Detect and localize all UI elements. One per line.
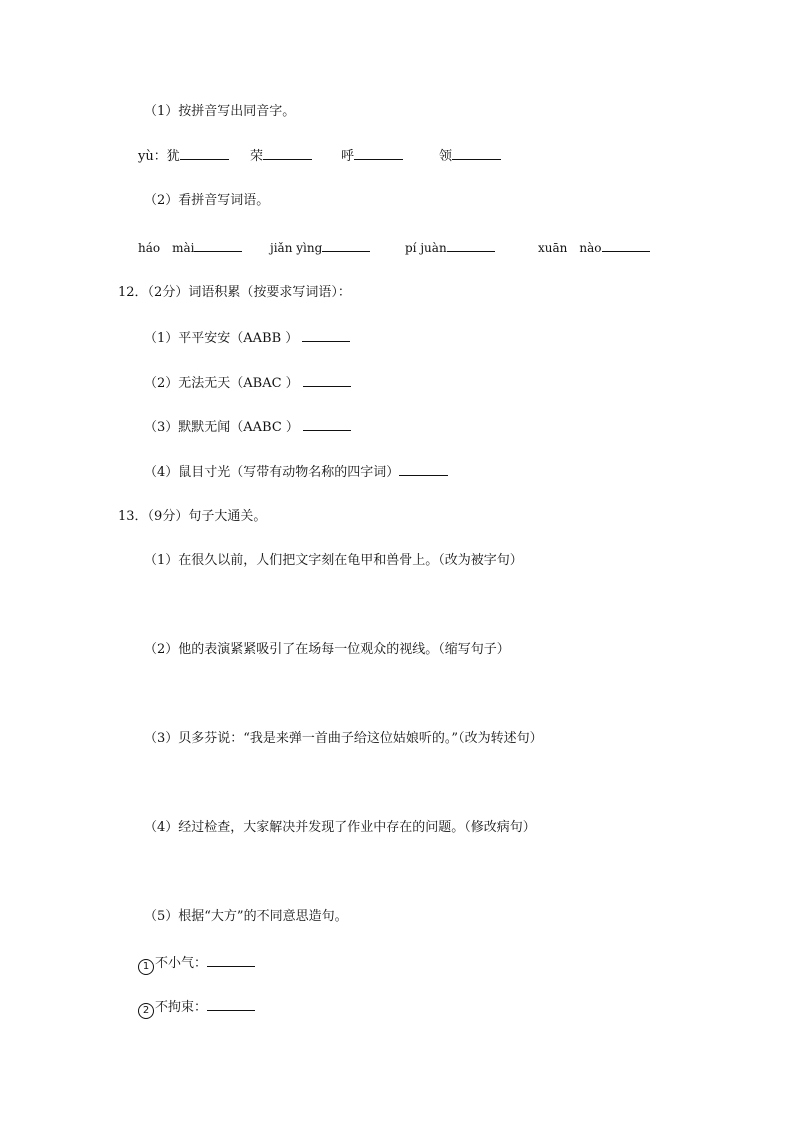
circled-number-2: 2 — [138, 1003, 154, 1019]
answer-blank[interactable] — [354, 147, 403, 160]
answer-blank[interactable] — [180, 147, 229, 160]
pinyin-4: xuān nào — [538, 241, 602, 255]
answer-blank[interactable] — [399, 463, 448, 476]
answer-blank[interactable] — [207, 998, 255, 1011]
answer-blank[interactable] — [302, 329, 350, 342]
pinyin-1: háo mài — [138, 241, 195, 255]
q12-item-text: （3）默默无闻（AABC ） — [144, 420, 299, 435]
q11-part1-item — [439, 147, 501, 166]
answer-blank[interactable] — [452, 147, 501, 160]
answer-blank[interactable] — [322, 239, 370, 252]
answer-blank[interactable] — [447, 239, 495, 252]
q12-item — [144, 463, 448, 482]
circled-number-1: 1 — [138, 959, 154, 975]
q13-item: （4）经过检查，大家解决并发现了作业中存在的问题。（修改病句） — [144, 820, 536, 835]
q11-part2-item — [405, 239, 495, 257]
char-1: 犹 — [166, 149, 180, 164]
answer-blank[interactable] — [207, 954, 255, 967]
q13-item: （5）根据“大方”的不同意思造句。 — [144, 909, 348, 924]
char-3: 呼 — [341, 149, 355, 164]
answer-blank[interactable] — [303, 374, 351, 387]
char-4: 领 — [439, 149, 453, 164]
char-2: 荣 — [250, 149, 264, 164]
pinyin-3: pí juàn — [405, 241, 447, 255]
q11-part2-item — [138, 239, 242, 257]
q12-item — [144, 329, 350, 348]
q13-sub-item — [138, 954, 255, 975]
q11-part1-item — [250, 147, 312, 166]
q12-item-text: （1）平平安安（AABB ） — [144, 331, 299, 346]
q11-part1-title: （1）按拼音写出同音字。 — [144, 104, 296, 119]
answer-blank[interactable] — [263, 147, 312, 160]
q12-heading: 12．（2分）词语积累（按要求写词语）： — [118, 285, 351, 300]
pinyin-2: jiǎn yìng — [270, 241, 323, 255]
q12-item — [144, 374, 351, 393]
q12-item-text: （4）鼠目寸光（写带有动物名称的四字词） — [144, 465, 400, 480]
q13-item: （2）他的表演紧紧吸引了在场每一位观众的视线。（缩写句子） — [144, 642, 510, 657]
pinyin-prefix: yù： — [138, 149, 167, 164]
sub-label: 不拘束： — [155, 1000, 208, 1015]
q12-item-text: （2）无法无天（ABAC ） — [144, 376, 299, 391]
q11-part2-item — [538, 239, 650, 257]
q11-part1-item — [341, 147, 403, 166]
q13-sub-item — [138, 998, 255, 1019]
q11-part2-item — [270, 239, 370, 257]
q13-item: （3）贝多芬说：“我是来弹一首曲子给这位姑娘听的。”（改为转述句） — [144, 731, 543, 746]
q11-part1-row — [138, 147, 229, 166]
answer-blank[interactable] — [602, 239, 650, 252]
q13-item: （1）在很久以前，人们把文字刻在龟甲和兽骨上。（改为被字句） — [144, 553, 523, 568]
answer-blank[interactable] — [303, 418, 351, 431]
q11-part2-title: （2）看拼音写词语。 — [144, 193, 270, 208]
q13-heading: 13．（9分）句子大通关。 — [118, 509, 267, 524]
answer-blank[interactable] — [194, 239, 242, 252]
sub-label: 不小气： — [155, 956, 208, 971]
q12-item — [144, 418, 351, 437]
